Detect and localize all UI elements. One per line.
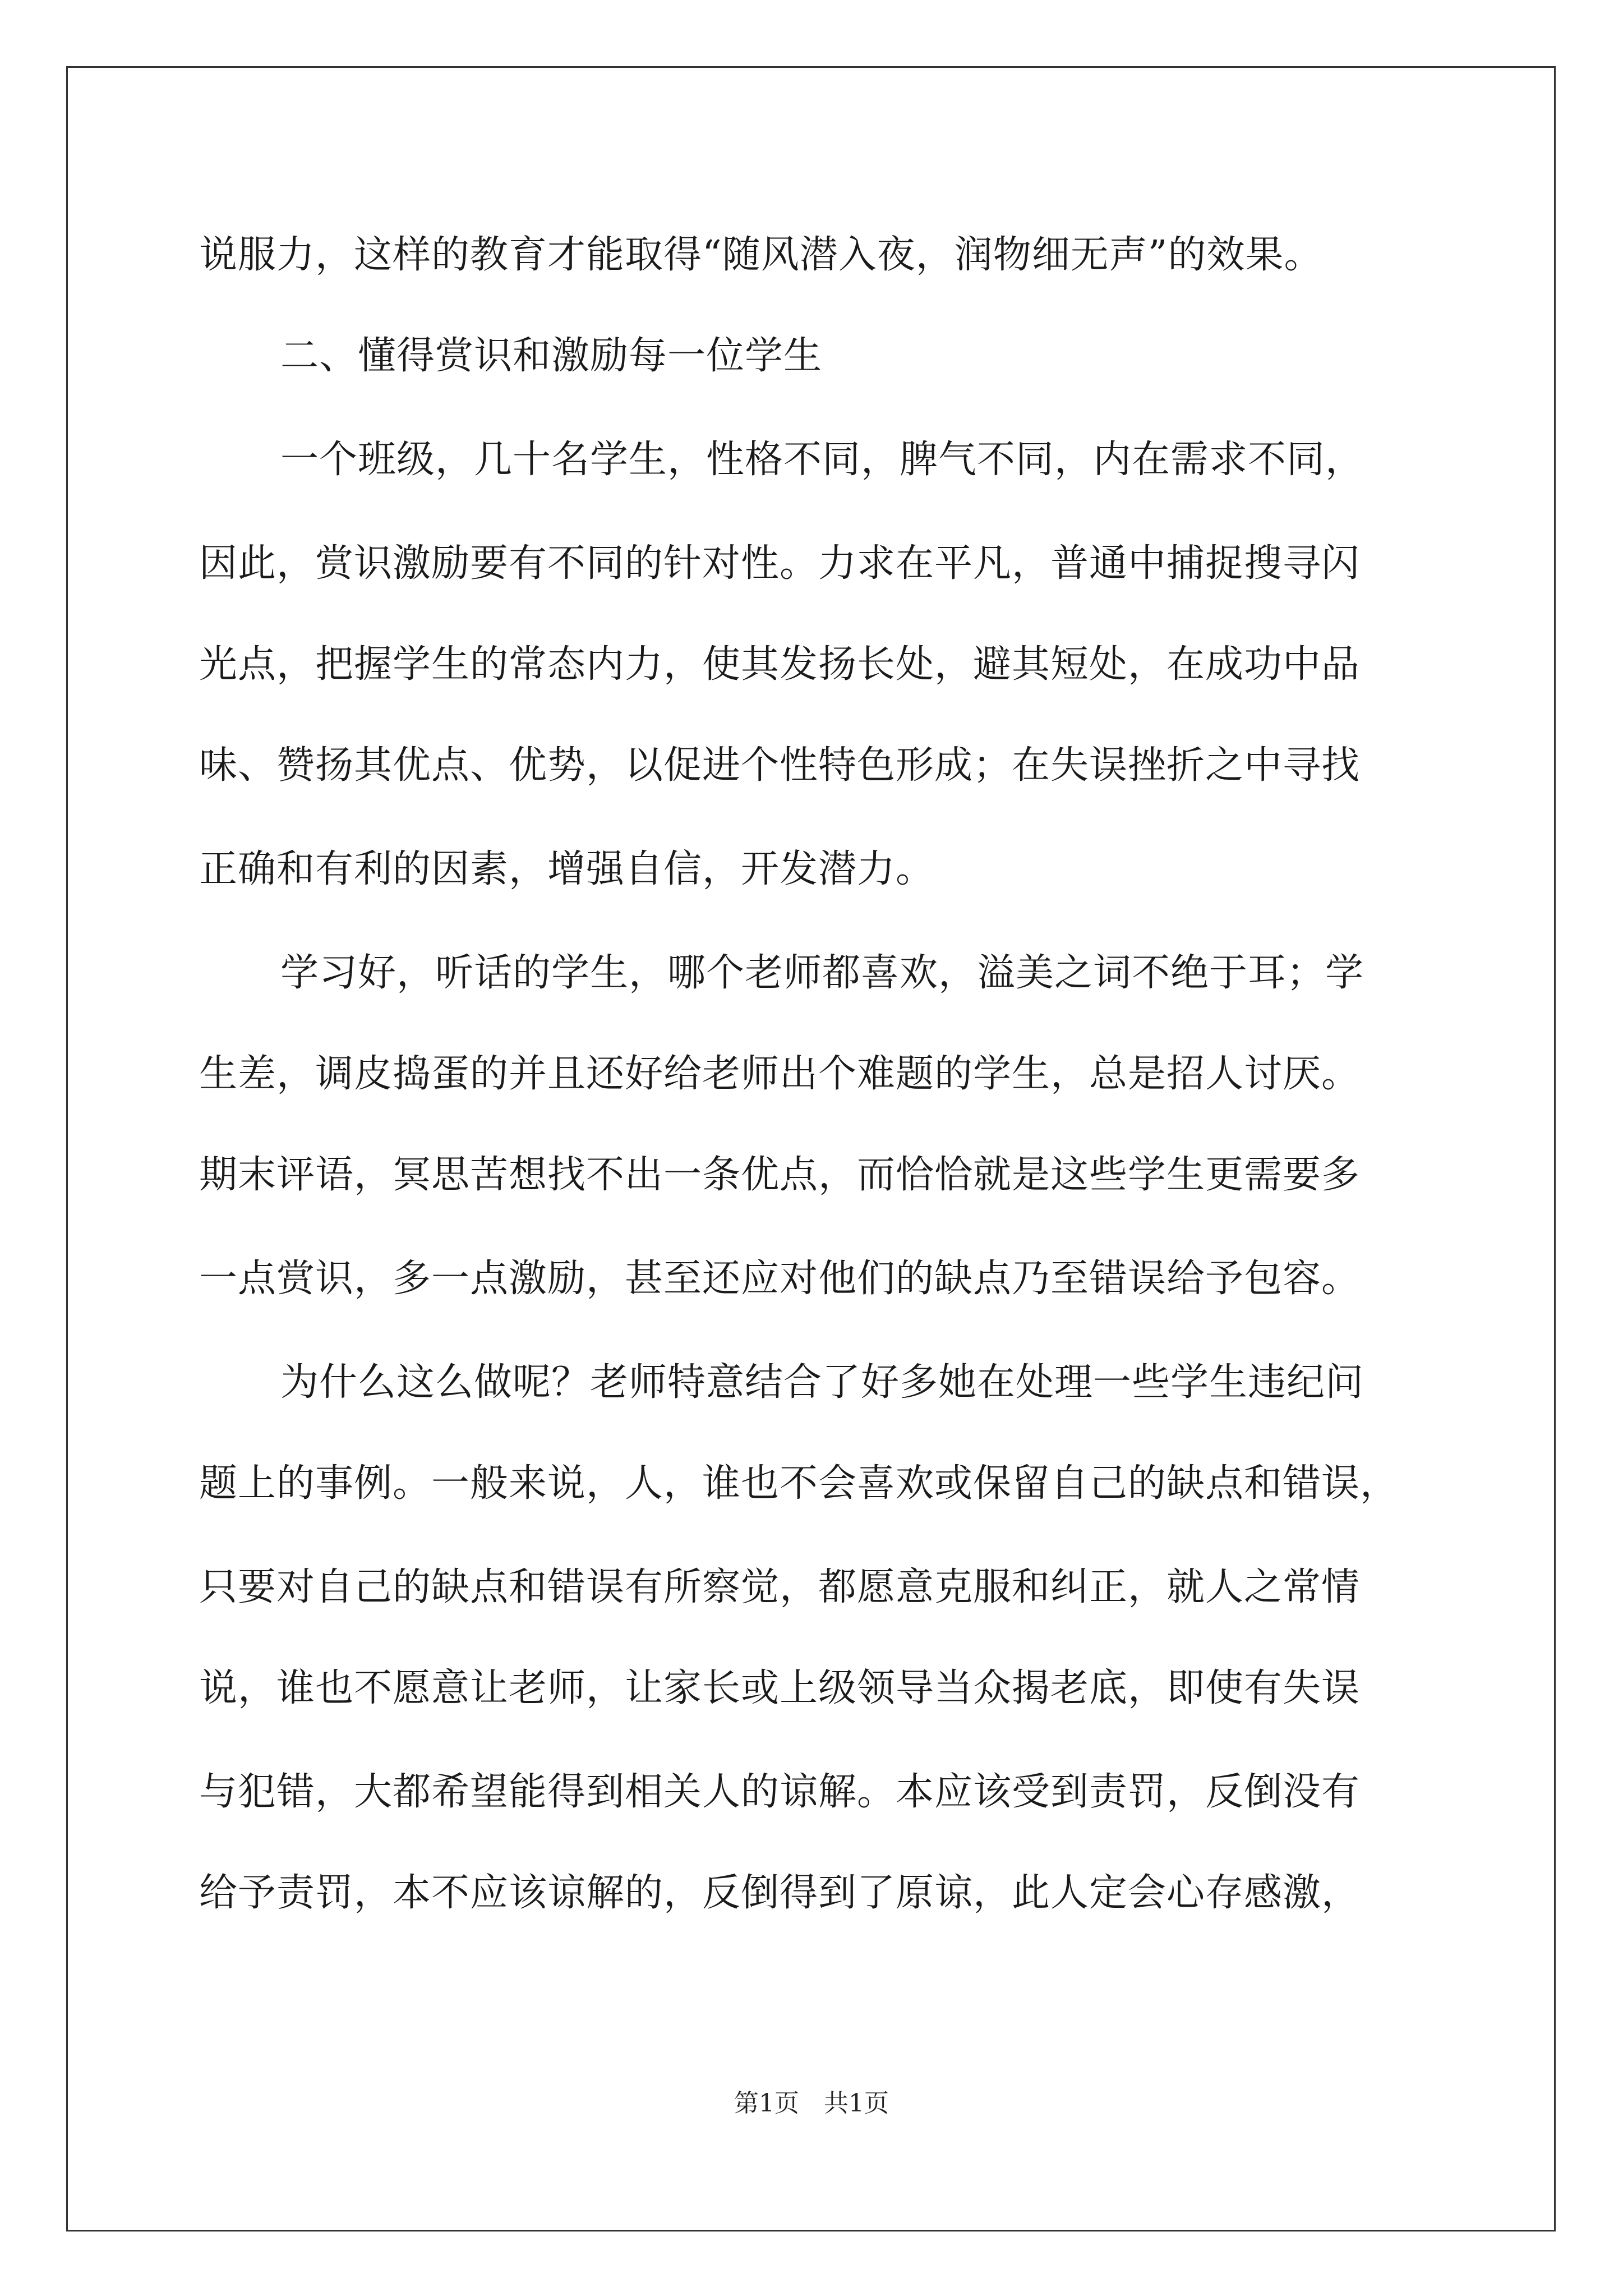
paragraph-3-line-5: 正确和有利的因素，增强自信，开发潜力。	[199, 847, 935, 891]
paragraph-3-line-2: 因此，赏识激励要有不同的针对性。力求在平凡，普通中捕捉搜寻闪	[199, 541, 1361, 586]
paragraph-4-line-3: 期末评语，冥思苦想找不出一条优点，而恰恰就是这些学生更需要多	[199, 1153, 1361, 1197]
paragraph-5-line-4: 说，谁也不愿意让老师，让家长或上级领导当众揭老底，即使有失误	[199, 1666, 1361, 1710]
paragraph-3-line-1: 一个班级，几十名学生，性格不同，脾气不同，内在需求不同，	[280, 438, 1364, 482]
paragraph-5-line-6: 给予责罚，本不应该谅解的，反倒得到了原谅，此人定会心存感激，	[199, 1871, 1361, 1915]
paragraph-5-line-5: 与犯错，大都希望能得到相关人的谅解。本应该受到责罚，反倒没有	[199, 1770, 1361, 1814]
paragraph-4-line-1: 学习好，听话的学生，哪个老师都喜欢，溢美之词不绝于耳；学	[280, 951, 1364, 995]
section-heading: 二、懂得赏识和激励每一位学生	[280, 334, 823, 378]
paragraph-3-line-3: 光点，把握学生的常态内力，使其发扬长处，避其短处，在成功中品	[199, 642, 1361, 687]
paragraph-5-line-3: 只要对自己的缺点和错误有所察觉，都愿意克服和纠正，就人之常情	[199, 1565, 1361, 1609]
paragraph-5-line-1: 为什么这么做呢？老师特意结合了好多她在处理一些学生违纪问	[280, 1360, 1364, 1405]
paragraph-1-line-1: 说服力，这样的教育才能取得“随风潜入夜，润物细无声”的效果。	[199, 233, 1323, 277]
paragraph-3-line-4: 味、赞扬其优点、优势，以促进个性特色形成；在失误挫折之中寻找	[199, 743, 1361, 788]
paragraph-5-line-2: 题上的事例。一般来说，人，谁也不会喜欢或保留自己的缺点和错误，	[199, 1461, 1399, 1506]
page-footer: 第1页 共1页	[734, 2089, 889, 2118]
paragraph-4-line-2: 生差，调皮捣蛋的并且还好给老师出个难题的学生，总是招人讨厌。	[199, 1052, 1361, 1096]
paragraph-4-line-4: 一点赏识，多一点激励，甚至还应对他们的缺点乃至错误给予包容。	[199, 1257, 1361, 1301]
